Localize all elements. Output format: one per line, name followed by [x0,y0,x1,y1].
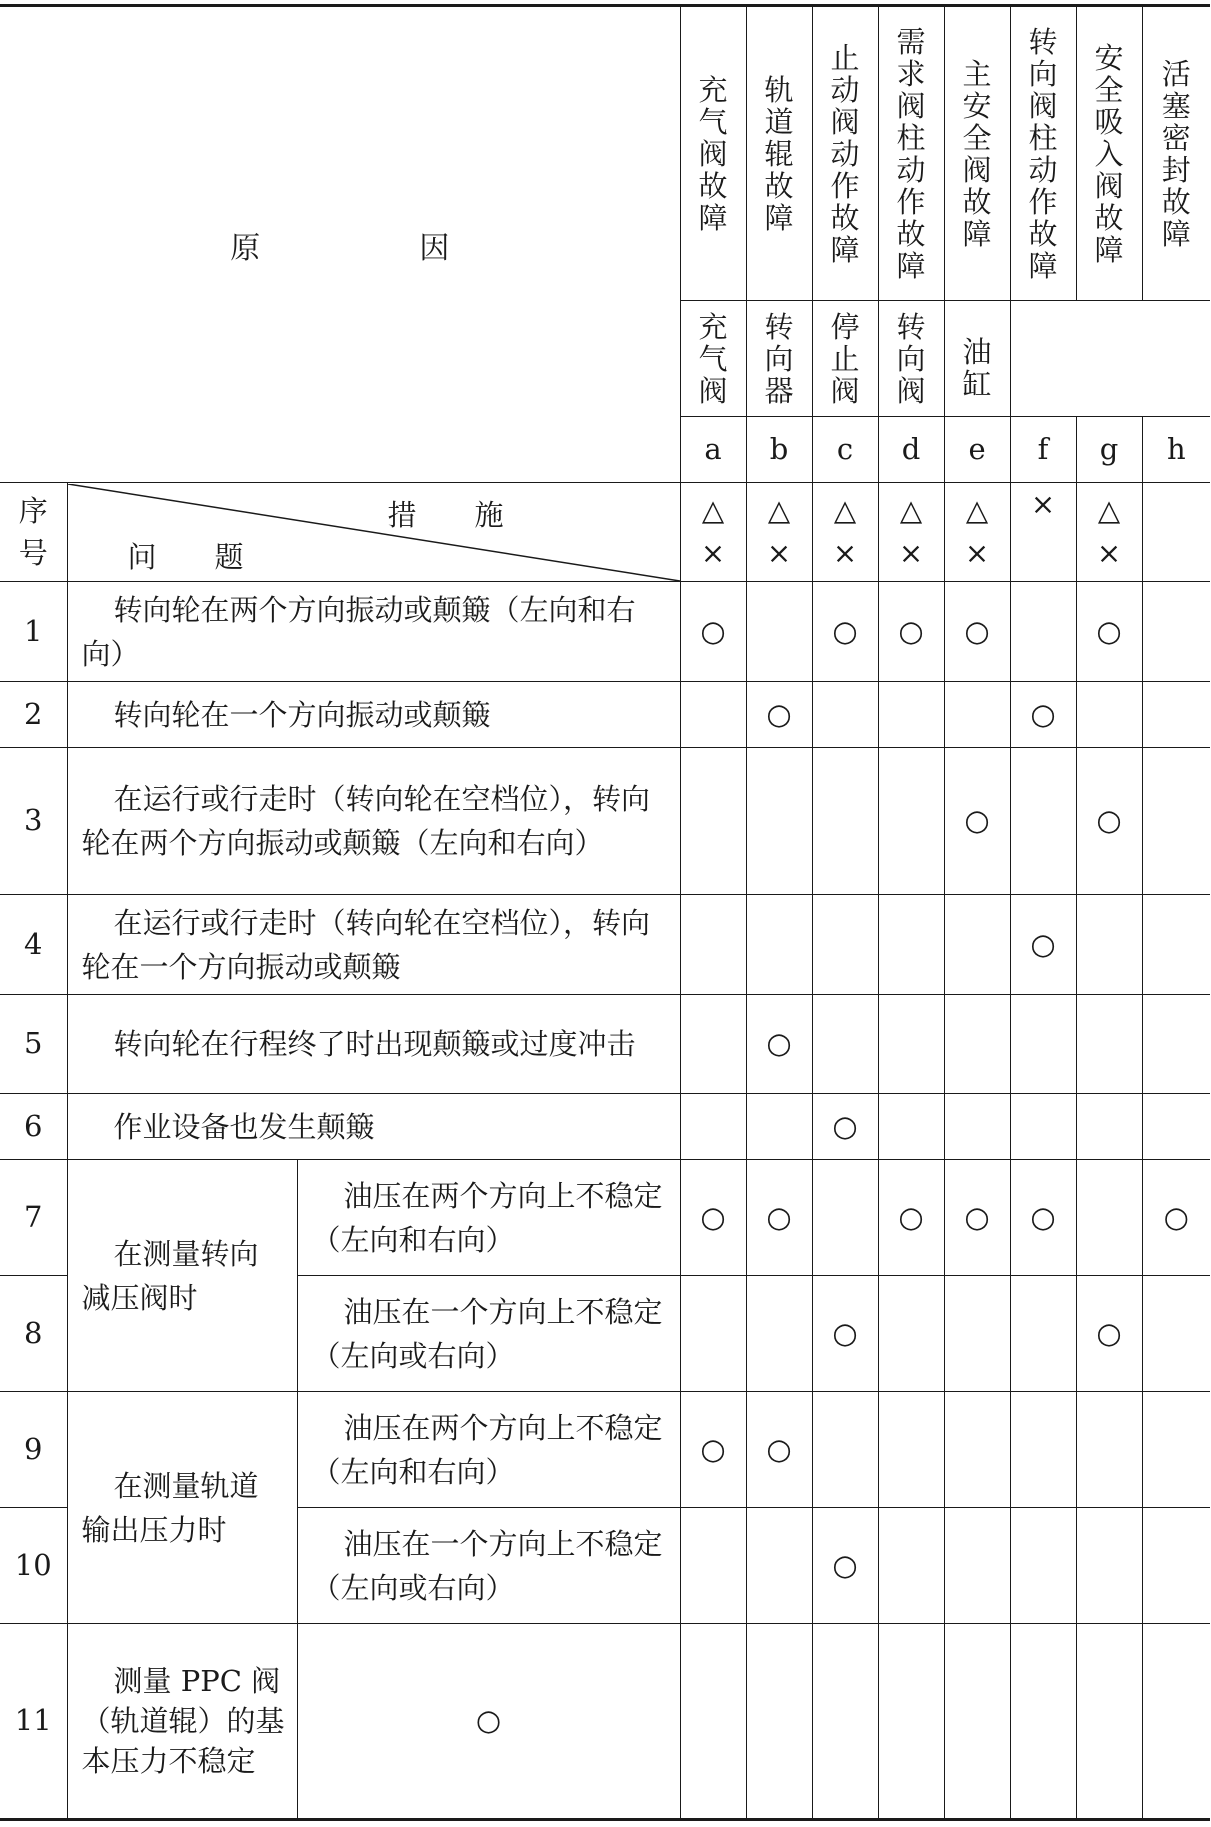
mark-cell: ○ [944,748,1010,895]
mark-cell [680,1094,746,1160]
mark-cell [812,1392,878,1508]
sub-problem-cell: 油压在一个方向上不稳定（左向或右向） [297,1508,680,1624]
part-header-a: 充气阀 [680,301,746,417]
table-row [0,682,1210,748]
mark-cell [1142,1094,1210,1160]
mark-cell [1142,1508,1210,1624]
mark-cell: ○ [746,995,812,1094]
mark-cell [812,748,878,895]
mark-cell [1076,1160,1142,1276]
mark-cell [812,682,878,748]
mark-cell: ○ [878,1160,944,1276]
fault-header-a: 充气阀故障 [680,6,746,301]
letter-g: g [1076,417,1142,483]
fault-header-d: 需求阀柱动作故障 [878,6,944,301]
row-number: 1 [0,582,67,682]
mark-cell: ○ [1076,748,1142,895]
mark-cell [1010,1094,1076,1160]
fault-cause-table [0,4,1210,1821]
mark-cell [944,1392,1010,1508]
fault-header-f: 转向阀柱动作故障 [1010,6,1076,301]
mark-cell [878,895,944,995]
cause-header-char: 原 [230,231,261,266]
mark-cell [878,1392,944,1508]
mark-cell [812,1624,878,1820]
table-row [0,1160,1210,1276]
row-number: 9 [0,1392,67,1508]
row-number: 6 [0,1094,67,1160]
mark-cell [1142,995,1210,1094]
header-fault-row [0,6,1210,301]
table-row [0,895,1210,995]
row-number: 8 [0,1276,67,1392]
header-measure-row [0,483,1210,582]
mark-cell: ○ [746,682,812,748]
part-header-d: 转向阀 [878,301,944,417]
part-header-e: 油缸 [944,301,1010,417]
problem-cell: 转向轮在两个方向振动或颠簸（左向和右向） [67,582,680,682]
mark-cell: ○ [812,1094,878,1160]
mark-cell [1010,1508,1076,1624]
mark-cell: ○ [812,1276,878,1392]
letter-h: h [1142,417,1210,483]
measure-label: 措 施 [387,497,504,532]
mark-cell: ○ [746,1160,812,1276]
measure-c: △ × [812,483,878,582]
mark-cell: ○ [878,582,944,682]
mark-cell [878,1624,944,1820]
table-row [0,1392,1210,1508]
mark-cell [680,1276,746,1392]
mark-cell [878,1276,944,1392]
table-row [0,748,1210,895]
mark-cell: ○ [1076,1276,1142,1392]
mark-cell [1076,1094,1142,1160]
mark-cell [680,1624,746,1820]
group-title-cell: 在测量轨道输出压力时 [67,1392,297,1624]
mark-cell [878,1094,944,1160]
sub-problem-cell: 油压在一个方向上不稳定（左向或右向） [297,1276,680,1392]
mark-cell [1076,895,1142,995]
mark-cell: ○ [812,582,878,682]
measure-h [1142,483,1210,582]
row-number: 3 [0,748,67,895]
mark-cell [746,748,812,895]
mark-cell [812,895,878,995]
mark-cell [1010,1624,1076,1820]
mark-cell [944,895,1010,995]
mark-cell [1142,895,1210,995]
table-row [0,1624,1210,1820]
letter-f: f [1010,417,1076,483]
mark-cell [680,682,746,748]
mark-cell [680,1508,746,1624]
mark-cell [1142,748,1210,895]
mark-cell: ○ [1142,1160,1210,1276]
measure-b: △ × [746,483,812,582]
row-number: 7 [0,1160,67,1276]
mark-cell [1010,1276,1076,1392]
mark-cell: ○ [297,1624,680,1820]
diagonal-header [67,483,680,582]
table-row [0,582,1210,682]
problem-cell: 作业设备也发生颠簸 [67,1094,680,1160]
part-header-c: 停止阀 [812,301,878,417]
mark-cell: ○ [680,1392,746,1508]
mark-cell [1142,1276,1210,1392]
mark-cell [878,1508,944,1624]
mark-cell [1142,682,1210,748]
sub-problem-cell: 油压在两个方向上不稳定（左向和右向） [297,1160,680,1276]
mark-cell [1076,995,1142,1094]
problem-cell: 转向轮在行程终了时出现颠簸或过度冲击 [67,995,680,1094]
mark-cell [812,1160,878,1276]
mark-cell: ○ [1010,895,1076,995]
letter-d: d [878,417,944,483]
mark-cell [1076,1624,1142,1820]
table-row [0,1094,1210,1160]
mark-cell [878,682,944,748]
mark-cell [944,1094,1010,1160]
mark-cell [944,682,1010,748]
mark-cell [746,1094,812,1160]
mark-cell [944,1276,1010,1392]
mark-cell: ○ [746,1392,812,1508]
mark-cell: ○ [944,582,1010,682]
mark-cell [878,995,944,1094]
mark-cell [680,995,746,1094]
letter-e: e [944,417,1010,483]
letter-c: c [812,417,878,483]
mark-cell [746,895,812,995]
cause-header [0,6,680,483]
problem-cell: 在运行或行走时（转向轮在空档位），转向轮在两个方向振动或颠簸（左向和右向） [67,748,680,895]
problem-cell: 在运行或行走时（转向轮在空档位），转向轮在一个方向振动或颠簸 [67,895,680,995]
fault-header-g: 安全吸入阀故障 [1076,6,1142,301]
mark-cell: ○ [680,1160,746,1276]
problem-cell: 转向轮在一个方向振动或颠簸 [67,682,680,748]
measure-d: △ × [878,483,944,582]
fault-header-e: 主安全阀故障 [944,6,1010,301]
cause-header-char: 因 [419,231,450,266]
mark-cell: ○ [1010,682,1076,748]
mark-cell [1010,995,1076,1094]
mark-cell [944,1508,1010,1624]
seq-header: 序 号 [0,483,67,582]
mark-cell [1010,582,1076,682]
sub-problem-cell: 油压在两个方向上不稳定（左向和右向） [297,1392,680,1508]
mark-cell [1010,1392,1076,1508]
mark-cell [1142,1624,1210,1820]
letter-a: a [680,417,746,483]
problem-label: 问 题 [127,539,244,574]
mark-cell [878,748,944,895]
table-row [0,995,1210,1094]
measure-e: △ × [944,483,1010,582]
mark-cell: ○ [1076,582,1142,682]
part-header-b: 转向器 [746,301,812,417]
row-number: 11 [0,1624,67,1820]
mark-cell [680,748,746,895]
fault-header-h: 活塞密封故障 [1142,6,1210,301]
mark-cell: ○ [680,582,746,682]
mark-cell: ○ [812,1508,878,1624]
row-number: 4 [0,895,67,995]
mark-cell [746,1508,812,1624]
measure-a: △ × [680,483,746,582]
row-number: 10 [0,1508,67,1624]
measure-g: △ × [1076,483,1142,582]
mark-cell: ○ [944,1160,1010,1276]
mark-cell: ○ [1010,1160,1076,1276]
part-header-empty [1010,301,1210,417]
mark-cell [680,895,746,995]
measure-f: × [1010,483,1076,582]
mark-cell [1142,1392,1210,1508]
mark-cell [944,1624,1010,1820]
fault-header-c: 止动阀动作故障 [812,6,878,301]
mark-cell [1076,1508,1142,1624]
letter-b: b [746,417,812,483]
group-title-cell: 测量 PPC 阀（轨道辊）的基本压力不稳定 [67,1624,297,1820]
mark-cell [944,995,1010,1094]
mark-cell [746,1624,812,1820]
mark-cell [746,1276,812,1392]
row-number: 5 [0,995,67,1094]
mark-cell [1142,582,1210,682]
mark-cell [812,995,878,1094]
mark-cell [1076,682,1142,748]
group-title-cell: 在测量转向减压阀时 [67,1160,297,1392]
row-number: 2 [0,682,67,748]
mark-cell [1010,748,1076,895]
mark-cell [746,582,812,682]
fault-header-b: 轨道辊故障 [746,6,812,301]
mark-cell [1076,1392,1142,1508]
